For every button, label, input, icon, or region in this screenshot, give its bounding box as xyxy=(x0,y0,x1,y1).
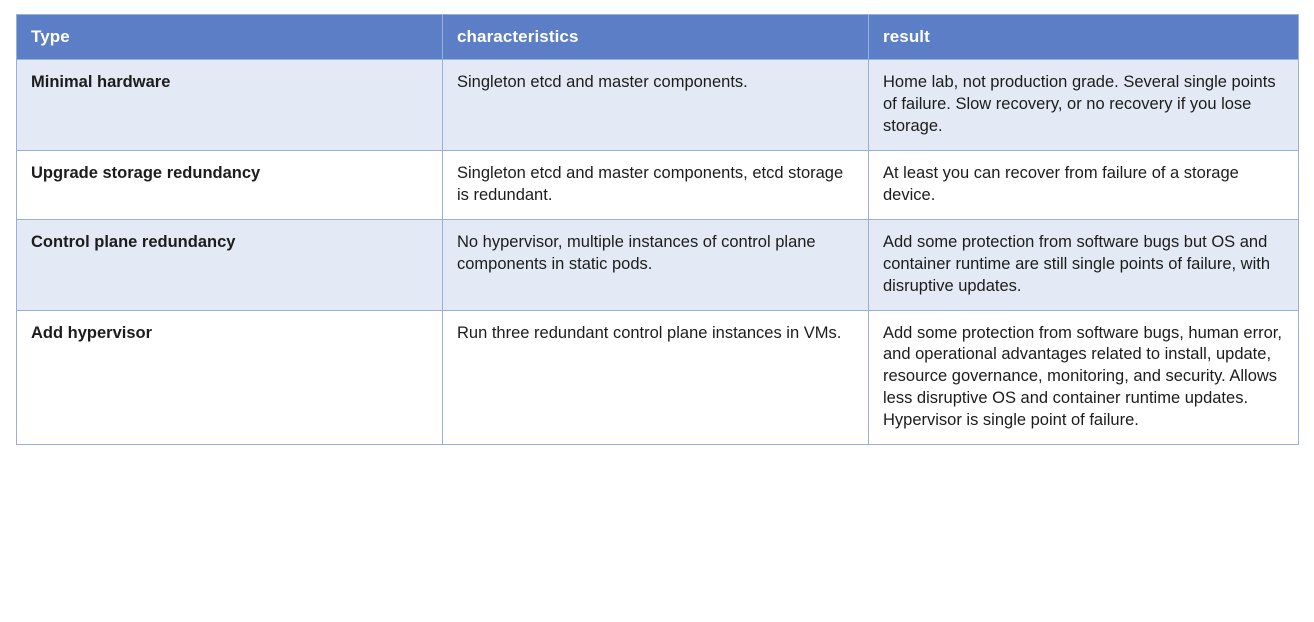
column-header-type: Type xyxy=(17,15,443,60)
comparison-table xyxy=(16,14,1299,445)
table-row xyxy=(17,219,1299,310)
table-header xyxy=(17,15,1299,60)
cell-result: Home lab, not production grade. Several single points of failure. Slow recovery, or no recovery if you lose storage. xyxy=(869,60,1299,151)
cell-type: Add hypervisor xyxy=(17,310,443,445)
table-row xyxy=(17,150,1299,219)
cell-characteristics: No hypervisor, multiple instances of control plane components in static pods. xyxy=(443,219,869,310)
cell-result: Add some protection from software bugs, human error, and operational advantages related to install, update, resource governance, monitoring, and security. Allows less disruptive OS and container runtime updates. Hypervisor is single point of failure. xyxy=(869,310,1299,445)
cell-type: Upgrade storage redundancy xyxy=(17,150,443,219)
cell-type: Minimal hardware xyxy=(17,60,443,151)
table-row xyxy=(17,60,1299,151)
table-header-row xyxy=(17,15,1299,60)
cell-type: Control plane redundancy xyxy=(17,219,443,310)
column-header-characteristics: characteristics xyxy=(443,15,869,60)
cell-result: At least you can recover from failure of a storage device. xyxy=(869,150,1299,219)
table-body xyxy=(17,60,1299,445)
column-header-result: result xyxy=(869,15,1299,60)
cell-result: Add some protection from software bugs but OS and container runtime are still single points of failure, with disruptive updates. xyxy=(869,219,1299,310)
table-row xyxy=(17,310,1299,445)
cell-characteristics: Singleton etcd and master components, etcd storage is redundant. xyxy=(443,150,869,219)
cell-characteristics: Run three redundant control plane instances in VMs. xyxy=(443,310,869,445)
cell-characteristics: Singleton etcd and master components. xyxy=(443,60,869,151)
